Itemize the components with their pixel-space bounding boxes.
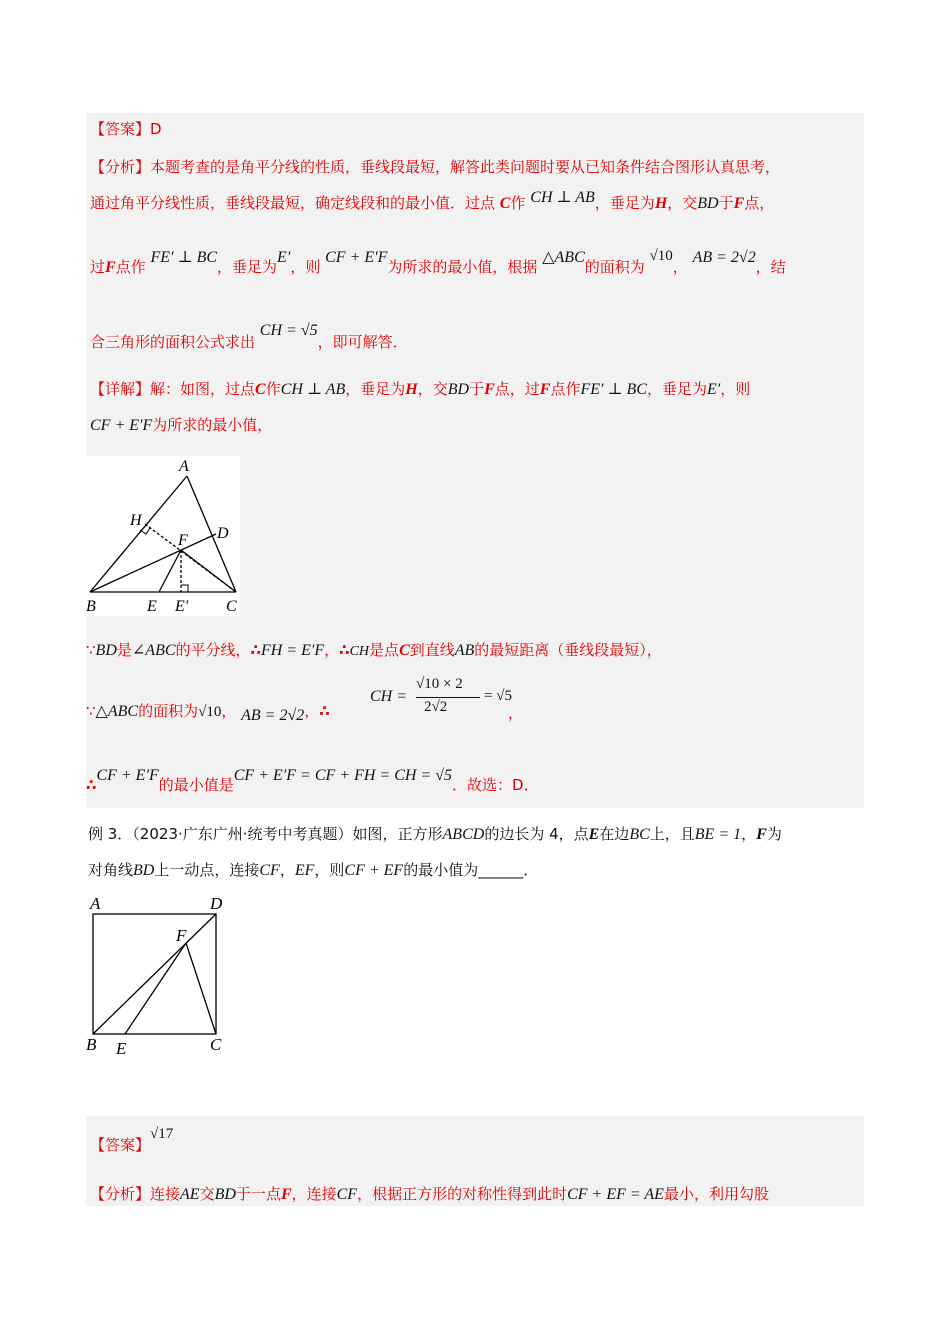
detail-expr-ch-perp-ab: CH ⊥ AB <box>280 381 346 398</box>
detail-text-1o: ，垂足为 <box>647 380 708 398</box>
analysis-text-3a: 过 <box>90 258 106 276</box>
step2-text-k: ， <box>508 704 524 722</box>
analysis-text-3i: 为所求的最小值，根据 <box>387 258 538 276</box>
step1-text-m: 到直线 <box>409 641 455 659</box>
example-abcd: ABCD <box>442 826 485 843</box>
analysis-text-2g: ，交 <box>667 194 698 212</box>
point-h: H <box>654 195 668 212</box>
analysis-text-3o: ，结 <box>755 258 786 276</box>
answer2-text-1g: ，连接 <box>291 1185 337 1203</box>
therefore-symbol-2: ∴ <box>339 641 350 659</box>
analysis-text-3c: 点作 <box>115 258 146 276</box>
step1-fh-eq-ef: FH = E′F <box>260 642 325 659</box>
step3-equation-chain: CF + E′F = CF + FH = CH = √5 <box>233 767 453 784</box>
step2-triangle-abc: △ABC <box>95 703 139 720</box>
because-symbol-2: ∵ <box>86 702 96 720</box>
detail-expr-bd: BD <box>447 381 470 398</box>
expr-triangle-abc: △ABC <box>542 249 585 266</box>
analysis-line-4 <box>90 322 408 352</box>
example-point-f: F <box>756 826 767 843</box>
example-text-1i: ， <box>741 825 757 843</box>
segment-ef <box>125 943 186 1034</box>
triangle-diagram <box>86 456 240 616</box>
sq-label-f: F <box>176 926 187 945</box>
sq-label-e: E <box>116 1039 127 1058</box>
expr-bd: BD <box>697 195 719 212</box>
detail-point-f: F <box>484 381 495 398</box>
label-c: C <box>226 598 237 615</box>
answer2-text-1e: 于一点 <box>235 1185 281 1203</box>
analysis-text-2a: 通过角平分线性质，垂线段最短，确定线段和的最小值．过点 <box>90 194 496 212</box>
analysis-text-2k: 点， <box>744 194 775 212</box>
sq-label-c: C <box>210 1035 222 1054</box>
step1-text-h: ， <box>324 641 340 659</box>
detail-label: 【详解】 <box>90 380 151 398</box>
square-figure <box>84 890 234 1060</box>
step-line-2 <box>86 700 330 724</box>
point-c: C <box>499 195 511 212</box>
expr-ab-eq: AB = 2√2 <box>692 249 756 266</box>
detail-point-h: H <box>405 381 418 398</box>
example-text-2i: 的最小值为 <box>403 861 479 879</box>
detail-text-1e: ，垂足为 <box>345 380 406 398</box>
example-cf: CF <box>259 862 280 879</box>
example-text-2e: ， <box>279 861 295 879</box>
analysis-text-2i: 于 <box>718 194 734 212</box>
analysis-text-2c: 作 <box>510 194 526 212</box>
example-ef: EF <box>294 862 315 879</box>
answer2-analysis-label: 【分析】 <box>90 1185 151 1203</box>
detail-expr-e-prime: E′ <box>707 381 721 398</box>
example-text-1c: 的边长为 4，点 <box>484 825 589 843</box>
step-line-1 <box>86 639 662 660</box>
example-text-2a: 对角线 <box>88 861 134 879</box>
detail-expr-cf-plus-ef: CF + E′F <box>90 417 153 434</box>
triangle-figure <box>86 456 240 616</box>
example-text-2g: ，则 <box>314 861 345 879</box>
expr-cf-plus-ef: CF + E′F <box>325 249 388 266</box>
answer-line <box>90 118 162 139</box>
step2-eq-sqrt5: = √5 <box>484 688 512 704</box>
therefore-symbol-4: ∴ <box>86 776 97 794</box>
sq-label-a: A <box>90 894 101 913</box>
step2-text-g: ， <box>304 702 320 720</box>
answer2-text-1a: 连接 <box>150 1185 181 1203</box>
sq-label-d: D <box>210 894 223 913</box>
answer2-bd: BD <box>214 1186 236 1203</box>
analysis-line-2 <box>90 189 775 213</box>
analysis-text-1: 本题考查的是角平分线的性质，垂线段最短，解答此类问题时要从已知条件结合图形认真思考， <box>150 158 781 176</box>
detail-line-1 <box>90 378 750 399</box>
answer2-ae: AE <box>180 1186 200 1203</box>
detail-text-1a: 解：如图，过点 <box>150 380 256 398</box>
example-bd: BD <box>133 862 155 879</box>
answer2-value: √17 <box>150 1126 174 1142</box>
analysis-line-3 <box>90 248 786 277</box>
detail-text-1c: 作 <box>265 380 281 398</box>
step3-cf-plus-ef: CF + E′F <box>96 767 159 784</box>
because-symbol: ∵ <box>86 641 96 659</box>
label-b: B <box>86 598 96 615</box>
example-text-2c: 上一动点，连接 <box>154 861 260 879</box>
step1-text-o: 的最短距离（垂线段最短）， <box>474 641 662 659</box>
example-line-1 <box>88 823 782 844</box>
example-text-1e: 在边 <box>599 825 630 843</box>
step3-text-e: ．故选：D． <box>452 776 539 794</box>
example-line-2 <box>88 859 538 880</box>
expr-fe-perp-bc: FE′ ⊥ BC <box>150 249 218 266</box>
step2-text-c: 的面积为 <box>138 702 199 720</box>
step1-text-e: 的平分线， <box>175 641 251 659</box>
point-f: F <box>733 195 745 212</box>
diagonal-bd <box>93 914 216 1034</box>
side-ac <box>187 476 236 592</box>
label-h: H <box>130 512 142 529</box>
expr-sqrt10: √10 <box>649 248 673 264</box>
detail-point-f-2: F <box>539 381 551 398</box>
fraction-denominator: 2√2 <box>424 699 448 715</box>
answer2-text-1i: ，根据正方形的对称性得到此时 <box>357 1185 568 1203</box>
detail-text-1q: ，则 <box>720 380 751 398</box>
answer2-point-f: F <box>280 1186 292 1203</box>
example-point-e: E <box>588 826 600 843</box>
sq-label-b: B <box>86 1035 97 1054</box>
side-ab <box>90 476 187 592</box>
answer2-text-1c: 交 <box>199 1185 215 1203</box>
step2-ch-eq: CH = <box>370 688 408 705</box>
analysis-label: 【分析】 <box>90 158 151 176</box>
step1-ch: CH <box>349 644 370 659</box>
analysis-line-1 <box>90 156 780 177</box>
analysis-text-3g: ，则 <box>290 258 321 276</box>
answer-blank[interactable]: ______． <box>478 861 539 879</box>
analysis-text-4c: ，即可解答． <box>317 333 408 351</box>
label-d: D <box>217 525 229 542</box>
step1-text-k: 是点 <box>369 641 400 659</box>
example-cf-plus-ef: CF + EF <box>344 862 404 879</box>
step1-bd: BD <box>95 642 117 659</box>
step1-text-c: 是 <box>116 641 132 659</box>
example-text-1g: 上，且 <box>649 825 695 843</box>
answer-label: 【答案】 <box>90 120 151 138</box>
step-line-3 <box>86 767 539 795</box>
segment-fc <box>186 943 216 1034</box>
example-be-eq: BE = 1 <box>694 826 742 843</box>
step2-sqrt10: √10 <box>198 704 222 720</box>
fraction-bar <box>416 697 480 698</box>
analysis-text-4a: 合三角形的面积公式求出 <box>90 333 256 351</box>
label-e-prime: E′ <box>175 598 189 615</box>
detail-text-2b: 为所求的最小值， <box>152 416 273 434</box>
detail-text-1g: ，交 <box>417 380 448 398</box>
right-angle-mark-e <box>181 585 188 592</box>
analysis-text-2e: ，垂足为 <box>594 194 655 212</box>
step2-text-e: ， <box>221 702 237 720</box>
analysis-text-3k: 的面积为 <box>584 258 645 276</box>
step3-text-c: 的最小值是 <box>158 776 234 794</box>
analysis-text-3m: ， <box>672 258 688 276</box>
label-f: F <box>178 532 188 549</box>
step1-angle-abc: ∠ABC <box>131 642 176 659</box>
answer2-equation: CF + EF = AE <box>567 1186 664 1203</box>
answer2-line <box>90 1126 174 1155</box>
answer2-cf: CF <box>336 1186 358 1203</box>
answer2-analysis-line <box>90 1183 769 1204</box>
answer2-text-1k: 最小，利用勾股 <box>663 1185 769 1203</box>
detail-text-1i: 于 <box>469 380 485 398</box>
detail-text-1k: 点，过 <box>494 380 540 398</box>
answer-value: D <box>150 120 162 138</box>
example-text-1k: 为 <box>766 825 782 843</box>
expr-ch-perp-ab: CH ⊥ AB <box>530 189 595 206</box>
label-a: A <box>179 458 189 475</box>
step1-point-c: C <box>399 642 410 659</box>
answer2-label: 【答案】 <box>90 1136 151 1154</box>
expr-e-prime: E′ <box>277 249 291 266</box>
therefore-symbol-3: ∴ <box>319 702 330 720</box>
analysis-text-3e: ，垂足为 <box>217 258 278 276</box>
example-bc: BC <box>629 826 650 843</box>
detail-point-c: C <box>255 381 266 398</box>
detail-expr-fe-perp-bc: FE′ ⊥ BC <box>580 381 647 398</box>
point-f-2: F <box>105 259 116 276</box>
detail-text-1m: 点作 <box>550 380 581 398</box>
label-e: E <box>147 598 157 615</box>
line-ef <box>159 550 181 592</box>
detail-line-2 <box>90 414 272 435</box>
square-diagram <box>84 890 234 1060</box>
step2-ab-eq: AB = 2√2 <box>241 707 305 724</box>
step1-ab: AB <box>454 642 475 659</box>
expr-ch-eq-sqrt5: CH = √5 <box>259 322 318 339</box>
therefore-symbol: ∴ <box>250 641 261 659</box>
fraction-numerator: √10 × 2 <box>416 676 463 692</box>
example-text-1a: 例 3．（2023·广东广州·统考中考真题）如图，正方形 <box>88 825 443 843</box>
